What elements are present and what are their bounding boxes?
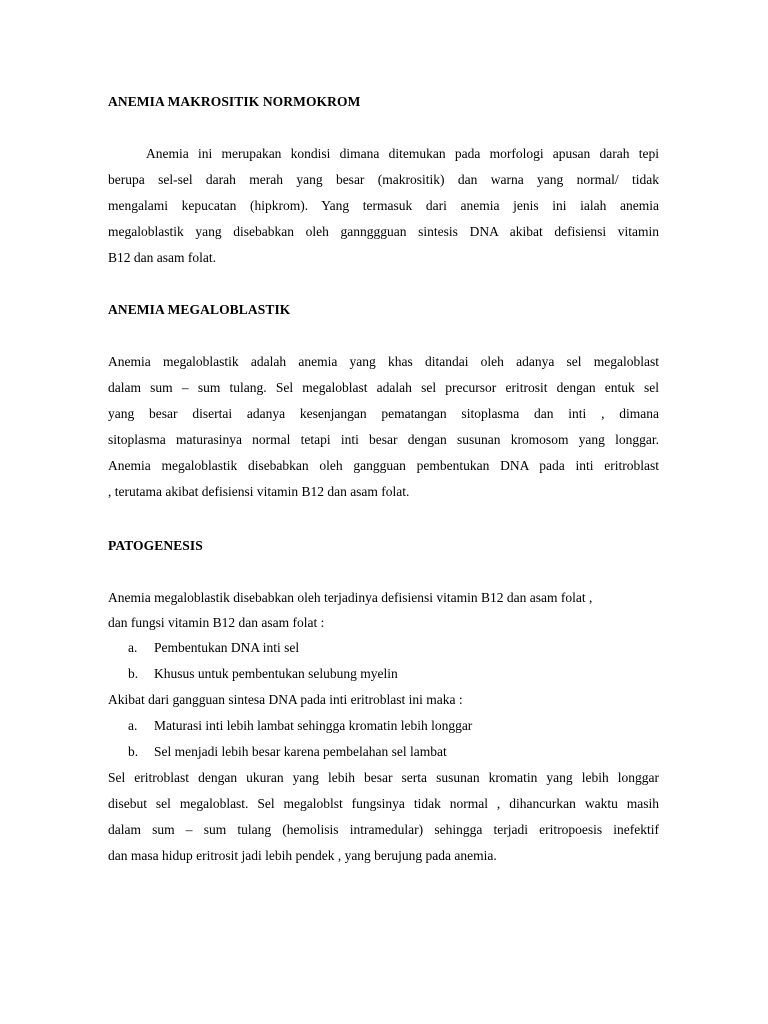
- section-heading-anemia-makrositik-normokrom: ANEMIA MAKROSITIK NORMOKROM: [108, 94, 361, 109]
- list-marker: a.: [128, 640, 138, 655]
- list-marker: a.: [128, 718, 138, 733]
- section-heading-anemia-megaloblastik: ANEMIA MEGALOBLASTIK: [108, 302, 291, 317]
- section-heading-patogenesis: PATOGENESIS: [108, 538, 203, 553]
- paragraph-line: sitoplasma maturasinya normal tetapi inti besar dengan susunan kromosom yang longgar.: [108, 432, 659, 447]
- paragraph-line: mengalami kepucatan (hipkrom). Yang termasuk dari anemia jenis ini ialah anemia: [108, 198, 659, 213]
- paragraph-line: disebut sel megaloblast. Sel megaloblst fungsinya tidak normal , dihancurkan waktu masih: [108, 796, 659, 811]
- list-item: Sel menjadi lebih besar karena pembelahan sel lambat: [154, 744, 447, 759]
- paragraph-line: megaloblastik yang disebabkan oleh gannggguan sintesis DNA akibat defisiensi vitamin: [108, 224, 659, 239]
- paragraph-line: dan masa hidup eritrosit jadi lebih pendek , yang berujung pada anemia.: [108, 848, 497, 863]
- list-marker: b.: [128, 744, 139, 759]
- paragraph-line: Anemia ini merupakan kondisi dimana ditemukan pada morfologi apusan darah tepi: [146, 146, 659, 161]
- list-marker: b.: [128, 666, 139, 681]
- paragraph-line: dalam sum – sum tulang (hemolisis intramedular) sehingga terjadi eritropoesis inefektif: [108, 822, 659, 837]
- list-item: Pembentukan DNA inti sel: [154, 640, 300, 655]
- paragraph-line: B12 dan asam folat.: [108, 250, 216, 265]
- paragraph-line: , terutama akibat defisiensi vitamin B12 dan asam folat.: [108, 484, 410, 499]
- paragraph-line: Akibat dari gangguan sintesa DNA pada inti eritroblast ini maka :: [108, 692, 463, 707]
- paragraph-line: Anemia megaloblastik disebabkan oleh gangguan pembentukan DNA pada inti eritroblast: [108, 458, 659, 473]
- paragraph-line: berupa sel-sel darah merah yang besar (makrositik) dan warna yang normal/ tidak: [108, 172, 659, 187]
- paragraph-line: Sel eritroblast dengan ukuran yang lebih besar serta susunan kromatin yang lebih longgar: [108, 770, 659, 785]
- list-item: Maturasi inti lebih lambat sehingga kromatin lebih longgar: [154, 718, 473, 733]
- list-item: Khusus untuk pembentukan selubung myelin: [154, 666, 398, 681]
- paragraph-line: dalam sum – sum tulang. Sel megaloblast adalah sel precursor eritrosit dengan entuk sel: [108, 380, 659, 395]
- paragraph-line: yang besar disertai adanya kesenjangan pematangan sitoplasma dan inti , dimana: [108, 406, 659, 421]
- paragraph-line: Anemia megaloblastik disebabkan oleh terjadinya defisiensi vitamin B12 dan asam folat ,: [108, 590, 593, 605]
- paragraph-line: dan fungsi vitamin B12 dan asam folat :: [108, 615, 325, 630]
- paragraph-line: Anemia megaloblastik adalah anemia yang khas ditandai oleh adanya sel megaloblast: [108, 354, 659, 369]
